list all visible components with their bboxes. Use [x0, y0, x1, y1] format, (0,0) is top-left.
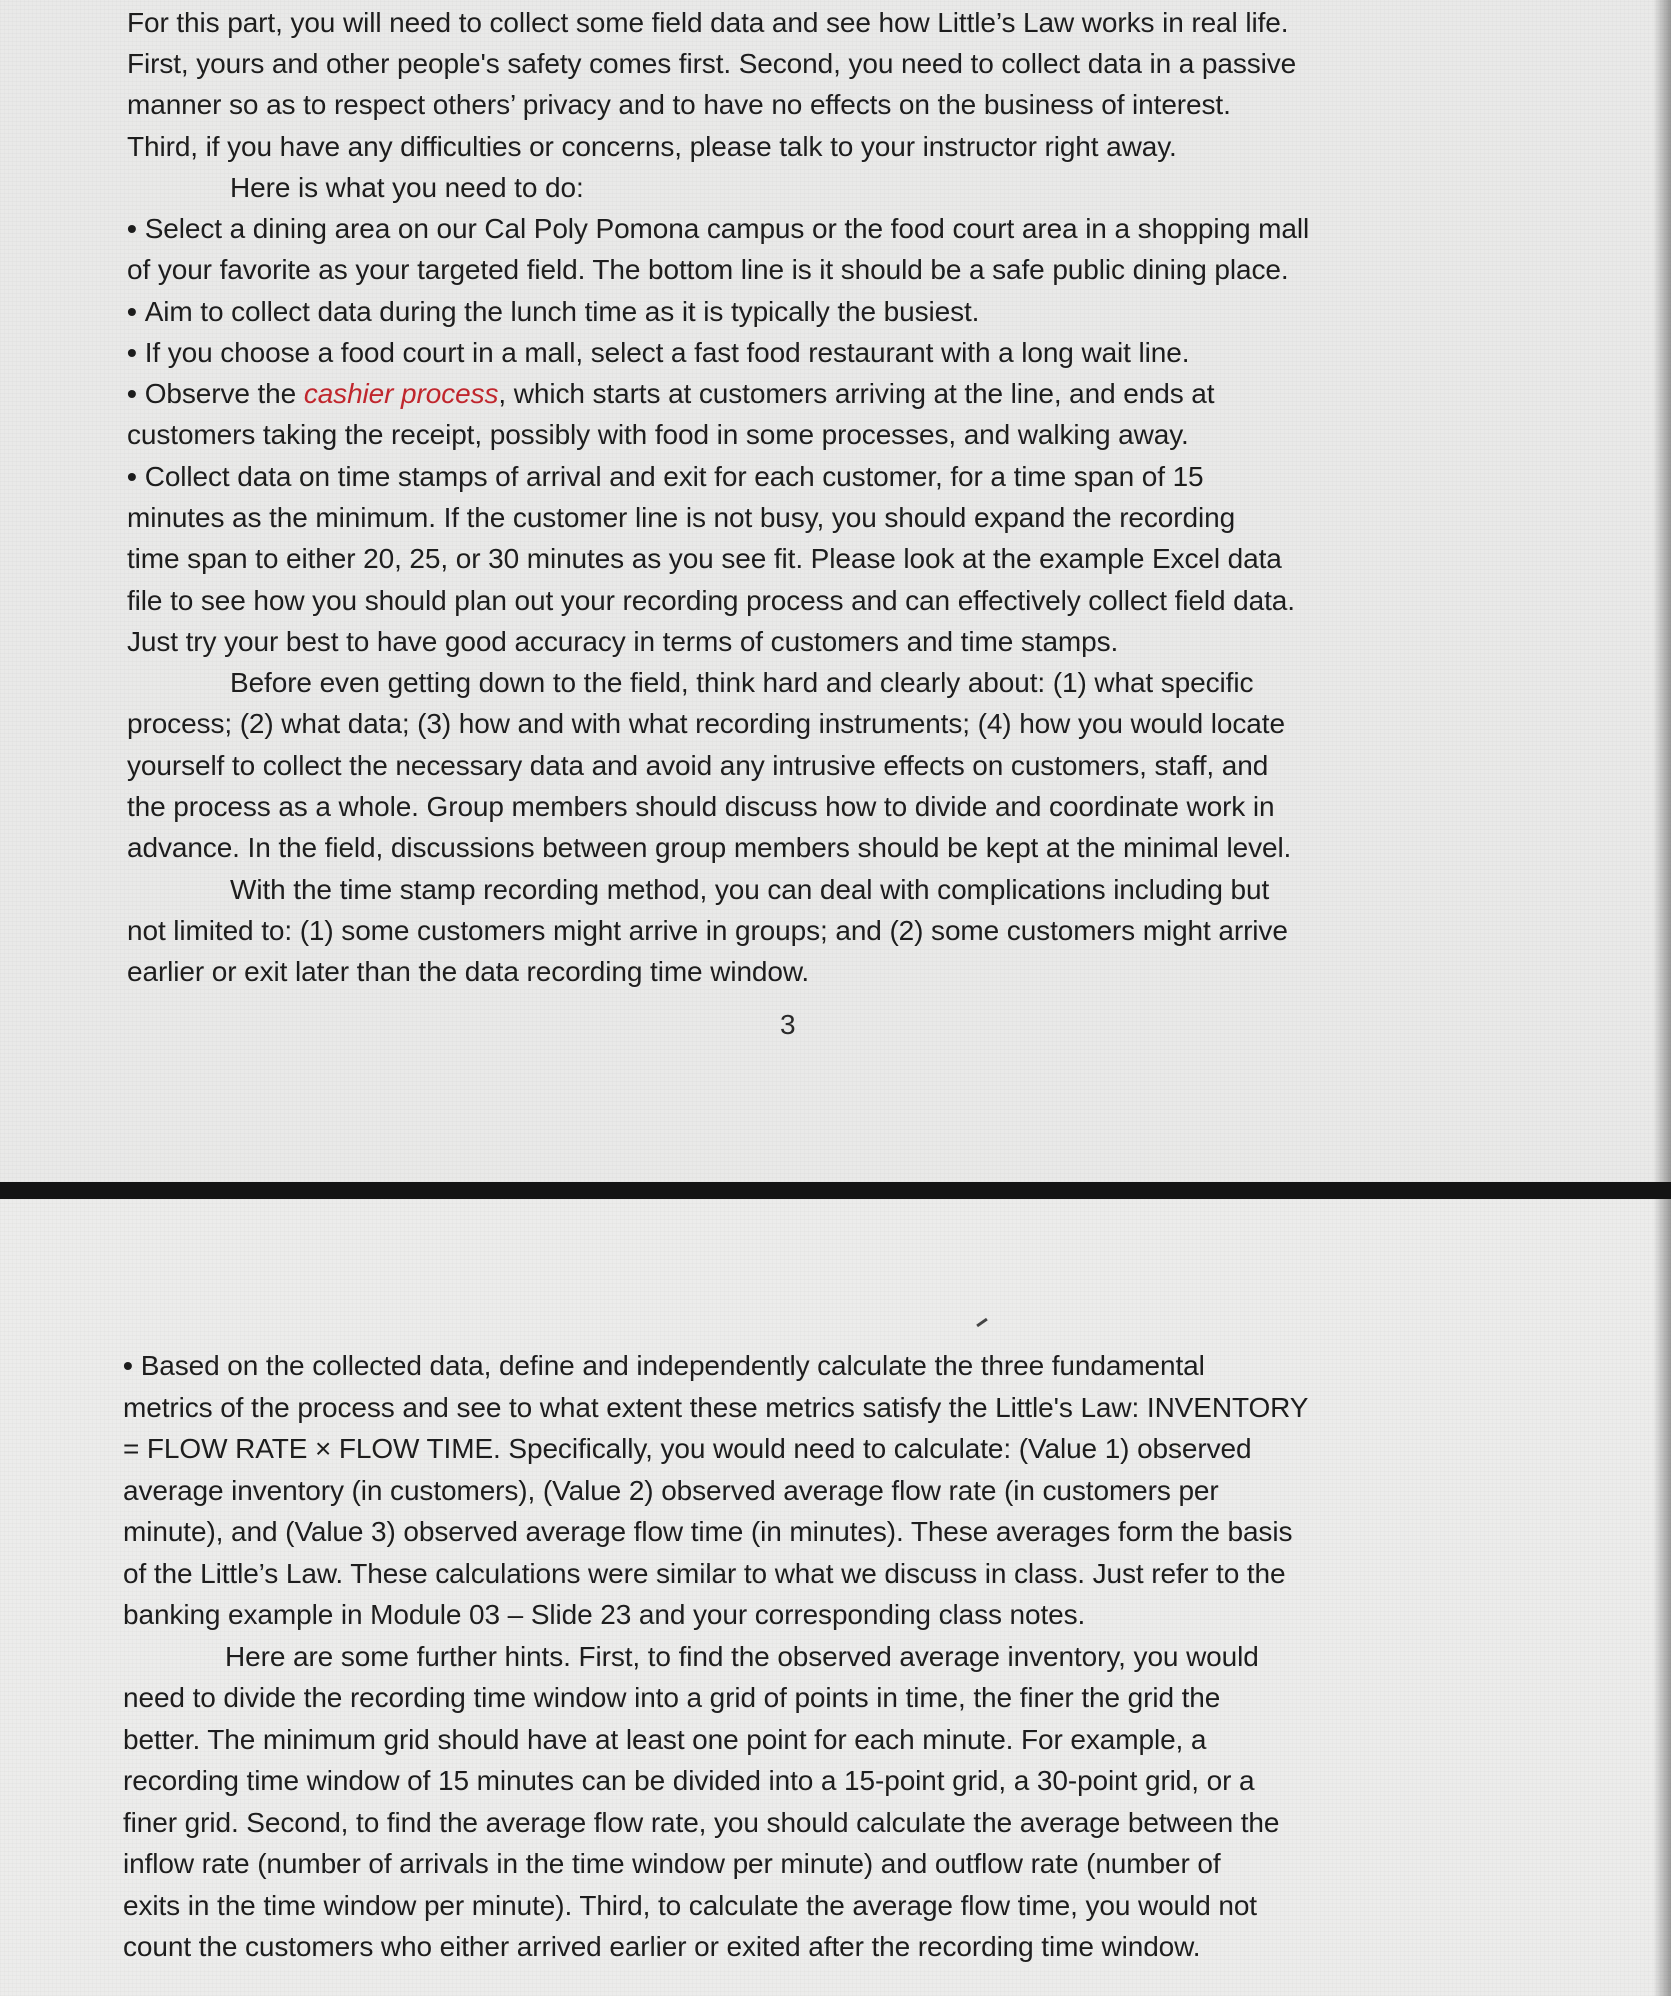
text-line: file to see how you should plan out your recording process and can effectively collect field data. — [127, 585, 1295, 616]
bullet-icon: • — [127, 337, 137, 368]
text-line: banking example in Module 03 – Slide 23 and your corresponding class notes. — [123, 1599, 1086, 1630]
text-line: count the customers who either arrived earlier or exited after the recording time window. — [123, 1931, 1201, 1962]
text-line: Third, if you have any difficulties or concerns, please talk to your instructor right away. — [127, 131, 1177, 162]
text-line: of your favorite as your targeted field. The bottom line is it should be a safe public dining place. — [127, 254, 1289, 285]
page-edge-shadow — [1653, 0, 1671, 1182]
bullet-icon: • — [127, 213, 137, 244]
highlighted-term: cashier process — [303, 378, 499, 409]
bullet-item-cashier-process: • Observe the cashier process, which starts at customers arriving at the line, and ends at — [127, 378, 1215, 409]
text-line: yourself to collect the necessary data and avoid any intrusive effects on customers, staff, and — [127, 750, 1269, 781]
paragraph-start: Here are some further hints. First, to find the observed average inventory, you would — [225, 1641, 1259, 1672]
text-line: For this part, you will need to collect some field data and see how Little’s Law works in real life. — [127, 7, 1289, 38]
text-line: customers taking the receipt, possibly with food in some processes, and walking away. — [127, 419, 1189, 450]
stray-pen-mark — [976, 1318, 988, 1327]
text-line: recording time window of 15 minutes can be divided into a 15-point grid, a 30-point grid, or a — [123, 1765, 1255, 1796]
text-line: need to divide the recording time window into a grid of points in time, the finer the grid the — [123, 1682, 1221, 1713]
bullet-item-calculate-metrics: • Based on the collected data, define and independently calculate the three fundamental — [123, 1350, 1205, 1381]
text-line: exits in the time window per minute). Third, to calculate the average flow time, you would not — [123, 1890, 1257, 1921]
bullet-item-food-court: • If you choose a food court in a mall, select a fast food restaurant with a long wait line. — [127, 337, 1190, 368]
paragraph-start: With the time stamp recording method, you can deal with complications including but — [230, 874, 1270, 905]
section-intro: Here is what you need to do: — [230, 172, 584, 203]
text-line: Just try your best to have good accuracy in terms of customers and time stamps. — [127, 626, 1119, 657]
bullet-icon: • — [127, 296, 137, 327]
text-line: advance. In the field, discussions between group members should be kept at the minimal level. — [127, 832, 1292, 863]
bullet-item-collect-data: • Collect data on time stamps of arrival and exit for each customer, for a time span of 15 — [127, 461, 1204, 492]
document-page-bottom — [0, 1199, 1671, 1996]
bullet-item-select-area: • Select a dining area on our Cal Poly Pomona campus or the food court area in a shopping mall — [127, 213, 1310, 244]
bullet-icon: • — [123, 1350, 133, 1381]
text-line: average inventory (in customers), (Value 2) observed average flow rate (in customers per — [123, 1475, 1219, 1506]
text-line: = FLOW RATE × FLOW TIME. Specifically, you would need to calculate: (Value 1) observed — [123, 1433, 1252, 1464]
text-line: process; (2) what data; (3) how and with what recording instruments; (4) how you would locate — [127, 708, 1285, 739]
text-line: time span to either 20, 25, or 30 minutes as you see fit. Please look at the example Excel data — [127, 543, 1282, 574]
text-line: of the Little’s Law. These calculations were similar to what we discuss in class. Just refer to the — [123, 1558, 1286, 1589]
paragraph-start: Before even getting down to the field, think hard and clearly about: (1) what specific — [230, 667, 1254, 698]
page-number: 3 — [780, 1009, 796, 1040]
text-line: earlier or exit later than the data recording time window. — [127, 956, 810, 987]
bullet-icon: • — [127, 378, 137, 409]
bullet-icon: • — [127, 461, 137, 492]
text-line: inflow rate (number of arrivals in the time window per minute) and outflow rate (number of — [123, 1848, 1221, 1879]
page-edge-shadow — [1653, 1199, 1671, 1996]
text-line: the process as a whole. Group members should discuss how to divide and coordinate work in — [127, 791, 1275, 822]
text-line: minutes as the minimum. If the customer line is not busy, you should expand the recording — [127, 502, 1236, 533]
page-divider — [0, 1182, 1671, 1199]
text-line: manner so as to respect others’ privacy and to have no effects on the business of interest. — [127, 89, 1231, 120]
bullet-item-lunch-time: • Aim to collect data during the lunch time as it is typically the busiest. — [127, 296, 980, 327]
text-line: First, yours and other people's safety comes first. Second, you need to collect data in a passive — [127, 48, 1297, 79]
text-line: not limited to: (1) some customers might arrive in groups; and (2) some customers might arrive — [127, 915, 1288, 946]
text-line: better. The minimum grid should have at least one point for each minute. For example, a — [123, 1724, 1207, 1755]
text-line: metrics of the process and see to what extent these metrics satisfy the Little's Law: INVENTORY — [123, 1392, 1309, 1423]
text-line: minute), and (Value 3) observed average flow time (in minutes). These averages form the basis — [123, 1516, 1293, 1547]
text-line: finer grid. Second, to find the average flow rate, you should calculate the average between the — [123, 1807, 1280, 1838]
